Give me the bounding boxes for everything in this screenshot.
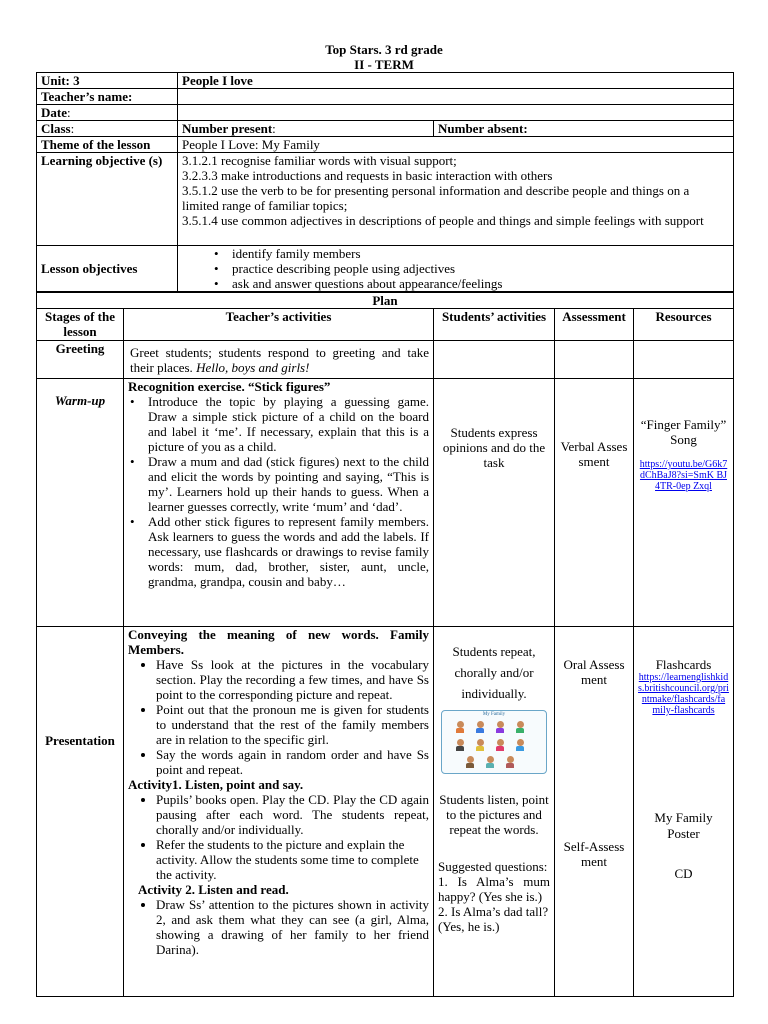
family-figure	[516, 721, 524, 733]
lesson-objective-item: • ask and answer questions about appearance/feelings	[232, 276, 729, 291]
activity1-heading: Activity1. Listen, point and say.	[128, 777, 304, 792]
header-teacher-activities: Teacher’s activities	[124, 309, 434, 341]
theme-value: People I Love: My Family	[178, 137, 734, 153]
header-stages: Stages of the lesson	[37, 309, 124, 341]
family-figure	[456, 721, 464, 733]
activity2-step: • Draw Ss’ attention to the pictures shown in activity 2, and ask them what they can see (a girl, Alma, showing a drawing of her family to her friend Darina).	[156, 897, 429, 957]
warm-up-step: • Introduce the topic by playing a guessing game. Draw a simple stick picture of a child on the board and label it ‘me’. If necessary, explain that this is a picture of you as a child.	[148, 394, 429, 454]
learning-objective-item: 3.2.3.3 make introductions and requests in basic interaction with others	[182, 168, 553, 183]
family-figure	[476, 739, 484, 751]
presentation-step: • Point out that the pronoun me is given for students to understand that the rest of the family members are in relation to the specific girl.	[156, 702, 429, 747]
teacher-name-label: Teacher’s name:	[37, 89, 178, 105]
flashcards-label: Flashcards	[655, 657, 712, 672]
presentation-assessment	[555, 627, 634, 997]
students-repeat: Students repeat, chorally and/or individually.	[452, 644, 536, 701]
class-label: Class:	[37, 121, 178, 137]
family-figure	[486, 756, 494, 768]
lesson-objective-item: • practice describing people using adjectives	[232, 261, 729, 276]
warm-up-resources	[634, 379, 734, 627]
learning-objective-label: Learning objective (s)	[37, 153, 178, 246]
warm-up-step: • Add other stick figures to represent family members. Ask learners to guess the words and add the labels. If necessary, use flashcards or drawings to revise family words: mum, dad, brother, sister, aunt, uncle, grandma, grandpa, cousin and baby…	[148, 514, 429, 589]
learning-objective-item: 3.5.1.2 use the verb to be for presenting personal information and describe people and things on a limited range of familiar topics;	[182, 183, 690, 213]
learning-objectives	[178, 153, 734, 246]
warm-up-activity	[124, 379, 434, 627]
document-title: Top Stars. 3 rd grade	[325, 42, 443, 57]
oral-assessment: Oral Assessment	[563, 657, 625, 687]
date-label: Date:	[37, 105, 178, 121]
my-family-poster-thumbnail	[441, 710, 547, 774]
cd-resource: CD	[674, 866, 693, 881]
family-figure	[496, 739, 504, 751]
lesson-objective-item: • identify family members	[232, 246, 729, 261]
family-figure	[496, 721, 504, 733]
students-listen: Students listen, point to the pictures and repeat the words.	[439, 792, 549, 837]
family-figure	[456, 739, 464, 751]
plan-table	[36, 292, 734, 997]
header-assessment: Assessment	[555, 309, 634, 341]
number-absent-label: Number absent:	[434, 121, 734, 137]
stage-warm-up: Warm-up	[37, 379, 124, 627]
presentation-activity	[124, 627, 434, 997]
family-figure	[466, 756, 474, 768]
activity1-step: • Refer the students to the picture and explain the activity. Allow the students some time to complete the activity.	[156, 837, 429, 882]
suggested-question: 1. Is Alma’s mum happy? (Yes she is.)	[438, 874, 550, 904]
family-figure	[476, 721, 484, 733]
greeting-activity: Greet students; students respond to greeting and take their places. Hello, boys and girls!	[124, 341, 434, 379]
suggested-questions-label: Suggested questions:	[438, 859, 548, 874]
family-figure	[506, 756, 514, 768]
lesson-objectives	[178, 246, 734, 292]
self-assessment: Self-Assessment	[563, 839, 625, 869]
presentation-heading: Conveying the meaning of new words. Family Members.	[128, 627, 429, 657]
warm-up-step: • Draw a mum and dad (stick figures) next to the child and elicit the words by pointing and saying, “This is my’. Learners hold up their hands to guess. When a learner guesses correctly, write ‘mum’ and ‘dad’.	[148, 454, 429, 514]
plan-title: Plan	[37, 293, 734, 309]
teacher-name-value	[178, 89, 734, 105]
date-value	[178, 105, 734, 121]
warm-up-students: Students express opinions and do the task	[434, 379, 555, 627]
suggested-question: 2. Is Alma’s dad tall? (Yes, he is.)	[438, 904, 549, 934]
lesson-info-table	[36, 72, 734, 292]
warm-up-heading: Recognition exercise. “Stick figures”	[128, 379, 331, 394]
stage-greeting: Greeting	[37, 341, 124, 379]
poster-title: My Family	[482, 712, 506, 717]
header-resources: Resources	[634, 309, 734, 341]
activity1-step: • Pupils’ books open. Play the CD. Play the CD again pausing after each word. The students repeat, chorally and/or individually.	[156, 792, 429, 837]
presentation-students	[434, 627, 555, 997]
unit-label: Unit: 3	[37, 73, 178, 89]
learning-objective-item: 3.5.1.4 use common adjectives in descriptions of people and things and simple feelings with support	[182, 213, 704, 228]
learning-objective-item: 3.1.2.1 recognise familiar words with visual support;	[182, 153, 457, 168]
flashcards-link[interactable]: https://learnenglishkids.britishcouncil.org/printmake/flashcards/family-flashcards	[638, 672, 729, 716]
unit-value: People I love	[178, 73, 734, 89]
presentation-resources	[634, 627, 734, 997]
stage-presentation: Presentation	[37, 627, 124, 997]
family-figure	[516, 739, 524, 751]
my-family-poster-resource: My Family Poster	[654, 810, 713, 841]
finger-family-link[interactable]: https://youtu.be/G6k7dChBaJ8?si=SmK BJ4TR-0ep Zxql	[639, 459, 728, 492]
warm-up-assessment: Verbal Assessment	[555, 379, 634, 627]
header-students-activities: Students’ activities	[434, 309, 555, 341]
lesson-objectives-label: Lesson objectives	[37, 246, 178, 292]
number-present-label: Number present:	[178, 121, 434, 137]
theme-label: Theme of the lesson	[37, 137, 178, 153]
presentation-step: • Say the words again in random order and have Ss point and repeat.	[156, 747, 429, 777]
term-title: II - TERM	[354, 57, 414, 72]
activity2-heading: Activity 2. Listen and read.	[138, 882, 289, 897]
presentation-step: • Have Ss look at the pictures in the vocabulary section. Play the recording a few times, and have Ss point to the corresponding picture and repeat.	[156, 657, 429, 702]
finger-family-song: “Finger Family” Song	[640, 417, 727, 447]
